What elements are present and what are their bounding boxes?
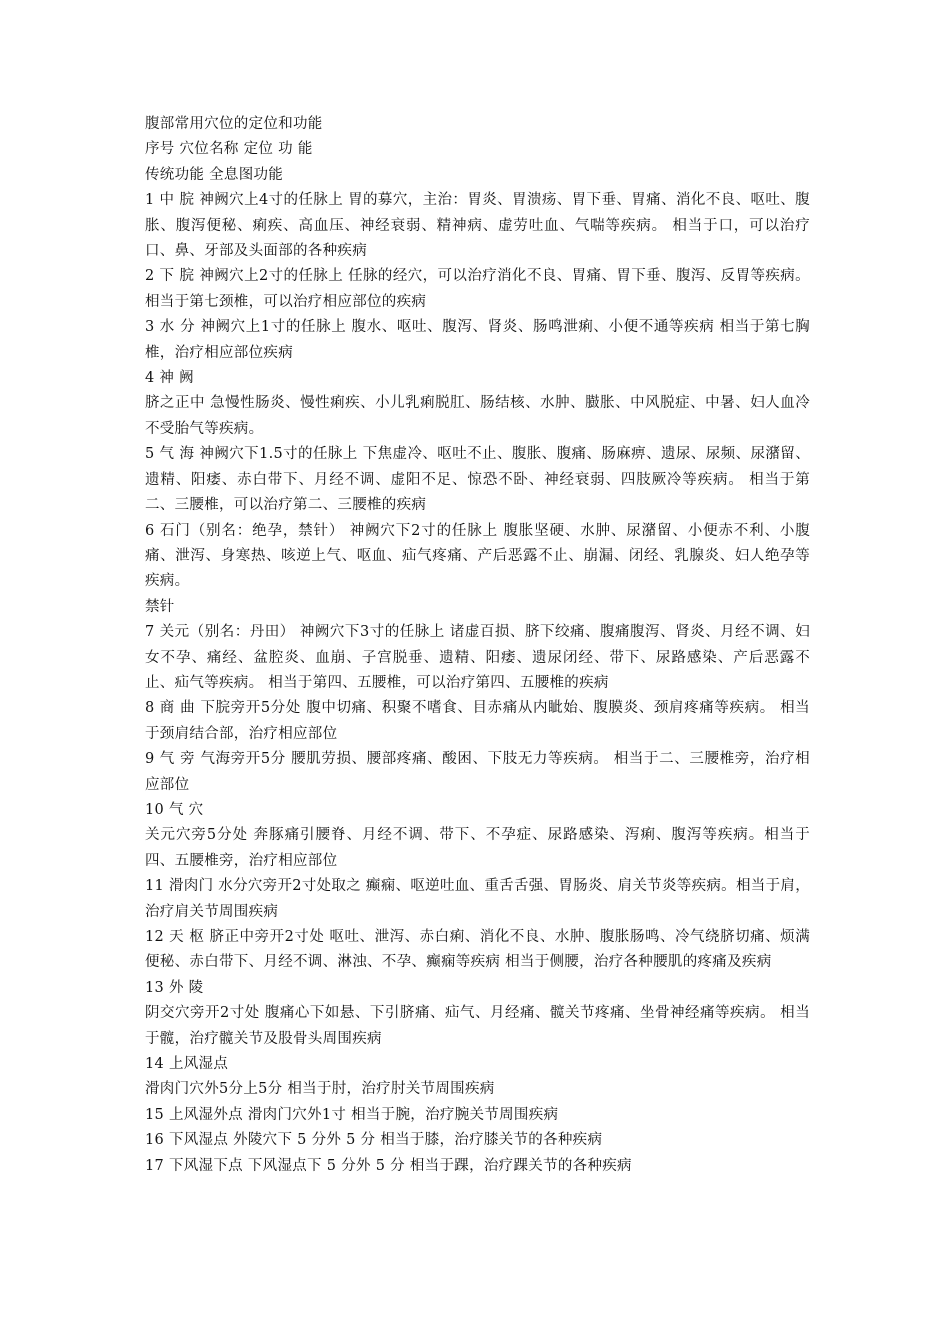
entry-12-tianshu: 12 天 枢 脐正中旁开2寸处 呕吐、泄泻、赤白痢、消化不良、水肿、腹胀肠鸣、冷气绕脐切痛、烦满便秘、赤白带下、月经不调、淋浊、不孕、癫痫等疾病 相当于侧腰，治疗各种腰肌的疼痛及疾病 xyxy=(145,929,810,971)
entry-10-qixue-body: 关元穴旁5分处 奔豚痛引腰脊、月经不调、带下、不孕症、尿路感染、泻痢、腹泻等疾病。相当于四、五腰椎旁，治疗相应部位 xyxy=(145,827,810,869)
entry-1-zhongwan: 1 中 脘 神阙穴上4寸的任脉上 胃的募穴，主治：胃炎、胃溃疡、胃下垂、胃痛、消化不良、呕吐、腹胀、腹泻便秘、痢疾、高血压、神经衰弱、精神病、虚劳吐血、气喘等疾病。 相当于口，可以治疗口、鼻、牙部及头面部的各种疾病 xyxy=(145,192,810,260)
entry-17: 17 下风湿下点 下风湿点下 5 分外 5 分 相当于踝，治疗踝关节的各种疾病 xyxy=(145,1157,632,1174)
entry-9-qipang: 9 气 旁 气海旁开5分 腰肌劳损、腰部疼痛、酸困、下肢无力等疾病。 相当于二、三腰椎旁，治疗相应部位 xyxy=(145,751,810,793)
entry-13-wailing-heading: 13 外 陵 xyxy=(145,979,204,996)
entry-7-guanyuan: 7 关元（别名：丹田） 神阙穴下3寸的任脉上 诸虚百损、脐下绞痛、腹痛腹泻、肾炎、月经不调、妇女不孕、痛经、盆腔炎、血崩、子宫脱垂、遗精、阳痿、遗尿闭经、带下、尿路感染、产后恶露不止、疝气等疾病。 相当于第四、五腰椎，可以治疗第四、五腰椎的疾病 xyxy=(145,624,810,691)
entry-5-qihai: 5 气 海 神阙穴下1.5寸的任脉上 下焦虚冷、呕吐不止、腹胀、腹痛、肠麻痹、遗尿、尿频、尿潴留、遗精、阳痿、赤白带下、月经不调、虚阳不足、惊恐不卧、神经衰弱、四肢厥冷等疾病。 相当于第二、三腰椎，可以治疗第二、三腰椎的疾病 xyxy=(145,446,810,514)
entry-2-xiawan: 2 下 脘 神阙穴上2寸的任脉上 任脉的经穴，可以治疗消化不良、胃痛、胃下垂、腹泻、反胃等疾病。 相当于第七颈椎，可以治疗相应部位的疾病 xyxy=(145,268,815,310)
entry-4-shenque-body: 脐之正中 急慢性肠炎、慢性痢疾、小儿乳痢脱肛、肠结核、水肿、臌胀、中风脱症、中暑、妇人血冷不受胎气等疾病。 xyxy=(145,395,810,437)
entry-3-shuifen: 3 水 分 神阙穴上1寸的任脉上 腹水、呕吐、腹泻、肾炎、肠鸣泄痢、小便不通等疾病 相当于第七胸椎，治疗相应部位疾病 xyxy=(145,319,810,361)
entry-10-qixue-heading: 10 气 穴 xyxy=(145,801,204,818)
entry-14-heading: 14 上风湿点 xyxy=(145,1056,229,1073)
entry-8-shangqu: 8 商 曲 下脘旁开5分处 腹中切痛、积聚不嗜食、目赤痛从内眦始、腹膜炎、颈肩疼痛等疾病。 相当于颈肩结合部，治疗相应部位 xyxy=(145,700,810,742)
document-title: 腹部常用穴位的定位和功能 xyxy=(145,116,323,132)
table-header-row-2: 传统功能 全息图功能 xyxy=(145,166,284,183)
entry-6-note: 禁针 xyxy=(145,598,175,615)
entry-11-huaroumen: 11 滑肉门 水分穴旁开2寸处取之 癫痫、呕逆吐血、重舌舌强、胃肠炎、肩关节炎等疾病。相当于肩，治疗肩关节周围疾病 xyxy=(145,878,810,920)
entry-13-wailing-body: 阴交穴旁开2寸处 腹痛心下如悬、下引脐痛、疝气、月经痛、髋关节疼痛、坐骨神经痛等疾病。 相当于髋，治疗髋关节及股骨头周围疾病 xyxy=(145,1005,810,1047)
document-body xyxy=(145,112,815,1179)
entry-4-shenque-heading: 4 神 阙 xyxy=(145,370,194,387)
table-header-row-1: 序号 穴位名称 定位 功 能 xyxy=(145,141,313,158)
entry-6-shimen: 6 石门（别名：绝孕，禁针） 神阙穴下2寸的任脉上 腹胀坚硬、水肿、尿潴留、小便赤不利、小腹痛、泄泻、身寒热、咳逆上气、呕血、疝气疼痛、产后恶露不止、崩漏、闭经、乳腺炎、妇人绝孕等疾病。 xyxy=(145,522,810,590)
entry-16: 16 下风湿点 外陵穴下 5 分外 5 分 相当于膝，治疗膝关节的各种疾病 xyxy=(145,1132,603,1149)
entry-15: 15 上风湿外点 滑肉门穴外1寸 相当于腕，治疗腕关节周围疾病 xyxy=(145,1106,559,1123)
entry-14-body: 滑肉门穴外5分上5分 相当于肘，治疗肘关节周围疾病 xyxy=(145,1081,495,1098)
